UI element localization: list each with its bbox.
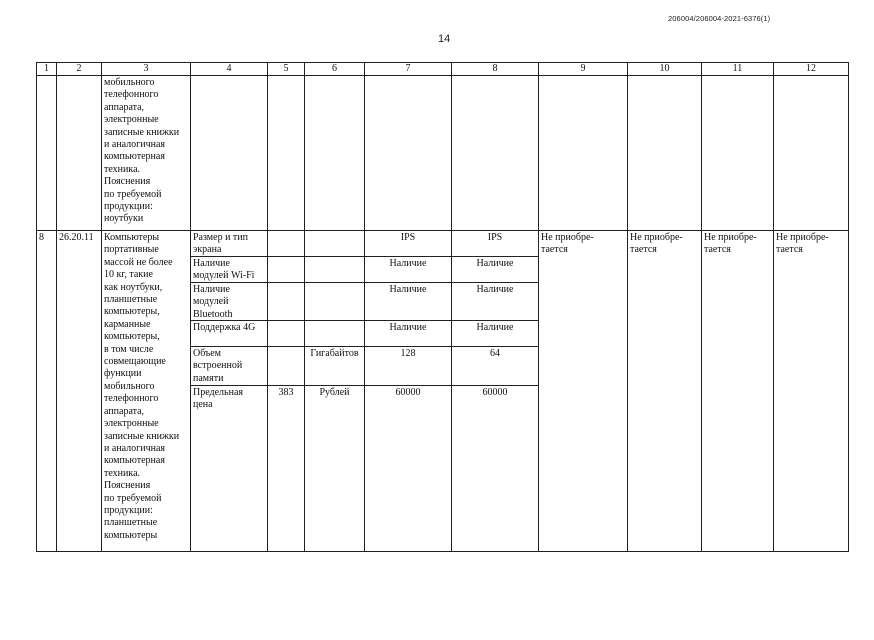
spec-okei — [267, 256, 305, 283]
column-header-1: 1 — [36, 62, 57, 76]
spec-value-col7: Наличие — [364, 320, 452, 347]
spec-value-col7: 128 — [364, 346, 452, 386]
spec-unit — [304, 282, 365, 321]
page-number: 14 — [438, 33, 451, 45]
col11-value: Не приобре- тается — [701, 230, 774, 552]
continuation-cell — [701, 75, 774, 231]
column-header-6: 6 — [304, 62, 365, 76]
spec-okei: 383 — [267, 385, 305, 552]
requirements-table — [36, 62, 848, 551]
row-number: 8 — [36, 230, 57, 552]
spec-value-col7: Наличие — [364, 256, 452, 283]
product-description: Компьютеры портативные массой не более 10 кг, такие как ноутбуки, планшетные компьютеры, карманные компьютеры, в том числе совмещающие функции мобильного телефонного аппарата, электронные записные книжки и аналогичная компьютерная техника. Пояснения по требуемой продукции: планшетные компьютеры — [101, 230, 191, 552]
continuation-cell — [538, 75, 628, 231]
spec-value-col8: 64 — [451, 346, 539, 386]
continuation-description: мобильного телефонного аппарата, электронные записные книжки и аналогичная компьютерная техника. Пояснения по требуемой продукции: ноутбуки — [101, 75, 191, 231]
spec-value-col8: IPS — [451, 230, 539, 257]
column-header-11: 11 — [701, 62, 774, 76]
spec-unit: Рублей — [304, 385, 365, 552]
document-id: 206004/206004-2021-6376(1) — [668, 14, 771, 23]
continuation-cell — [267, 75, 305, 231]
spec-name: Наличие модулей Wi-Fi — [190, 256, 268, 283]
continuation-cell — [364, 75, 452, 231]
spec-okei — [267, 346, 305, 386]
col12-value: Не приобре- тается — [773, 230, 849, 552]
spec-value-col8: Наличие — [451, 320, 539, 347]
spec-value-col8: 60000 — [451, 385, 539, 552]
spec-name: Наличие модулей Bluetooth — [190, 282, 268, 321]
column-header-5: 5 — [267, 62, 305, 76]
continuation-cell — [451, 75, 539, 231]
col9-value: Не приобре- тается — [538, 230, 628, 552]
continuation-cell — [36, 75, 57, 231]
spec-name: Размер и тип экрана — [190, 230, 268, 257]
spec-unit — [304, 256, 365, 283]
continuation-cell — [190, 75, 268, 231]
spec-value-col8: Наличие — [451, 256, 539, 283]
spec-unit — [304, 320, 365, 347]
spec-value-col7: Наличие — [364, 282, 452, 321]
spec-unit — [304, 230, 365, 257]
spec-name: Поддержка 4G — [190, 320, 268, 347]
spec-okei — [267, 320, 305, 347]
continuation-cell — [627, 75, 702, 231]
column-header-8: 8 — [451, 62, 539, 76]
continuation-cell — [56, 75, 102, 231]
continuation-cell — [773, 75, 849, 231]
column-header-7: 7 — [364, 62, 452, 76]
okpd2-code: 26.20.11 — [56, 230, 102, 552]
spec-name: Предельная цена — [190, 385, 268, 552]
column-header-3: 3 — [101, 62, 191, 76]
continuation-cell — [304, 75, 365, 231]
spec-value-col7: IPS — [364, 230, 452, 257]
column-header-10: 10 — [627, 62, 702, 76]
column-header-9: 9 — [538, 62, 628, 76]
col10-value: Не приобре- тается — [627, 230, 702, 552]
spec-value-col7: 60000 — [364, 385, 452, 552]
column-header-2: 2 — [56, 62, 102, 76]
column-header-4: 4 — [190, 62, 268, 76]
column-header-12: 12 — [773, 62, 849, 76]
spec-name: Объем встроенной памяти — [190, 346, 268, 386]
spec-okei — [267, 282, 305, 321]
spec-okei — [267, 230, 305, 257]
spec-unit: Гигабайтов — [304, 346, 365, 386]
spec-value-col8: Наличие — [451, 282, 539, 321]
